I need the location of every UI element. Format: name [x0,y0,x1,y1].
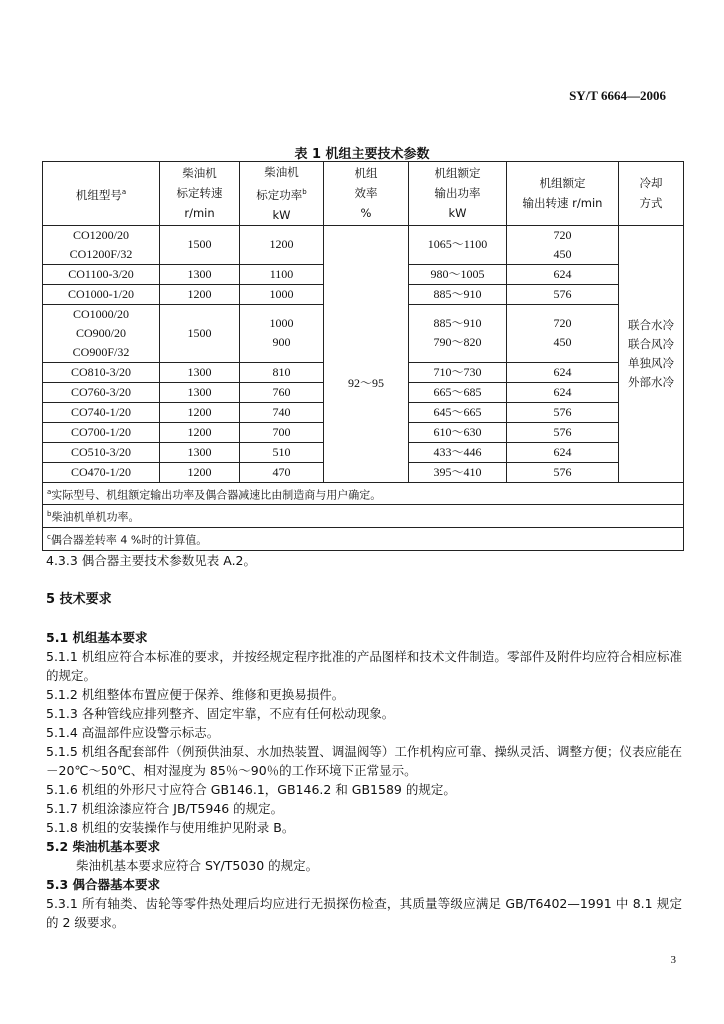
cell-model: CO1000/20 CO900/20 CO900F/32 [43,304,160,362]
paragraph-5-1-6: 5.1.6 机组的外形尺寸应符合 GB146.1，GB146.2 和 GB1589 的规定。 [46,782,456,797]
technical-parameters-table [42,161,684,551]
cell-power: 810 [240,362,324,382]
cell-model: CO510-3/20 [43,442,160,462]
section-5-1-heading: 5.1 机组基本要求 [46,630,148,645]
cell-model: CO760-3/20 [43,382,160,402]
table-note-c: $^c$偶合器差转率 4 %时的计算值。 [43,528,684,551]
cell-rated-power: 395～410 [409,462,507,482]
cell-output-speed: 624 [507,382,619,402]
header-model: 机组型号$^a$ [43,162,160,226]
cell-rated-power: 885～910 790～820 [409,304,507,362]
cell-output-speed: 720 450 [507,225,619,264]
cell-power: 1100 [240,264,324,284]
paragraph-4-3-3: 4.3.3 偶合器主要技术参数见表 A.2。 [46,553,257,568]
cell-rated-power: 885～910 [409,284,507,304]
note-row [43,528,684,551]
cell-speed: 1300 [160,382,240,402]
cell-output-speed: 576 [507,422,619,442]
paragraph-5-3-1: 5.3.1 所有轴类、齿轮等零件热处理后均应进行无损探伤检查，其质量等级应满足 GB/T6402—1991 中 8.1 规定的 2 级要求。 [46,896,682,930]
header-power: 柴油机 标定功率$^b$ kW [240,162,324,226]
cell-power: 700 [240,422,324,442]
paragraph-5-1-4: 5.1.4 高温部件应设警示标志。 [46,725,220,740]
cell-model: CO740-1/20 [43,402,160,422]
paragraph-5-1-3: 5.1.3 各种管线应排列整齐、固定牢靠，不应有任何松动现象。 [46,706,395,721]
cell-rated-power: 433～446 [409,442,507,462]
cell-power: 510 [240,442,324,462]
cell-power: 1200 [240,225,324,264]
header-rated-power: 机组额定 输出功率 kW [409,162,507,226]
cell-speed: 1200 [160,402,240,422]
table-note-a: $^a$实际型号、机组额定输出功率及偶合器减速比由制造商与用户确定。 [43,482,684,505]
cell-power: 760 [240,382,324,402]
header-speed: 柴油机 标定转速 r/min [160,162,240,226]
cell-output-speed: 720 450 [507,304,619,362]
table-title: 表 1 机组主要技术参数 [294,147,430,162]
cell-model: CO700-1/20 [43,422,160,442]
cell-output-speed: 576 [507,402,619,422]
cell-speed: 1500 [160,304,240,362]
section-5-3-heading: 5.3 偶合器基本要求 [46,877,160,892]
cell-model: CO1200/20 CO1200F/32 [43,225,160,264]
paragraph-5-1-2: 5.1.2 机组整体布置应便于保养、维修和更换易损件。 [46,687,345,702]
cell-efficiency: 92～95 [324,225,409,482]
cell-speed: 1300 [160,362,240,382]
cell-output-speed: 624 [507,264,619,284]
section-5-heading: 5 技术要求 [46,592,112,607]
cell-output-speed: 576 [507,284,619,304]
cell-rated-power: 1065～1100 [409,225,507,264]
cell-speed: 1500 [160,225,240,264]
paragraph-5-1-5: 5.1.5 机组各配套部件（例预供油泵、水加热装置、调温阀等）工作机构应可靠、操纵灵活、调整方便；仪表应能在－20℃～50℃、相对湿度为 85％～90％的工作环境下正常显示。 [46,744,682,778]
cell-speed: 1200 [160,284,240,304]
section-5-2-heading: 5.2 柴油机基本要求 [46,839,160,854]
note-row [43,505,684,528]
cell-speed: 1300 [160,442,240,462]
standard-code: SY/T 6664—2006 [569,88,666,103]
header-cooling: 冷却 方式 [619,162,684,226]
cell-rated-power: 645～665 [409,402,507,422]
cell-speed: 1200 [160,422,240,442]
cell-rated-power: 710～730 [409,362,507,382]
cell-cooling: 联合水冷 联合风冷 单独风冷 外部水冷 [619,225,684,482]
cell-model: CO1100-3/20 [43,264,160,284]
cell-speed: 1300 [160,264,240,284]
paragraph-5-1-7: 5.1.7 机组涂漆应符合 JB/T5946 的规定。 [46,801,284,816]
table-header-row [43,162,684,226]
cell-model: CO810-3/20 [43,362,160,382]
cell-speed: 1200 [160,462,240,482]
cell-power: 470 [240,462,324,482]
paragraph-5-1-1: 5.1.1 机组应符合本标准的要求，并按经规定程序批准的产品图样和技术文件制造。零部件及附件均应符合相应标准的规定。 [46,649,682,683]
paragraph-5-1-8: 5.1.8 机组的安装操作与使用维护见附录 B。 [46,820,295,835]
header-output-speed: 机组额定 输出转速 r/min [507,162,619,226]
page-number: 3 [670,954,676,966]
cell-rated-power: 980～1005 [409,264,507,284]
cell-output-speed: 576 [507,462,619,482]
cell-rated-power: 610～630 [409,422,507,442]
cell-rated-power: 665～685 [409,382,507,402]
cell-power: 1000 900 [240,304,324,362]
cell-power: 740 [240,402,324,422]
cell-output-speed: 624 [507,362,619,382]
cell-power: 1000 [240,284,324,304]
paragraph-5-2: 柴油机基本要求应符合 SY/T5030 的规定。 [76,858,319,873]
table-note-b: $^b$柴油机单机功率。 [43,505,684,528]
cell-model: CO1000-1/20 [43,284,160,304]
cell-output-speed: 624 [507,442,619,462]
note-row [43,482,684,505]
cell-model: CO470-1/20 [43,462,160,482]
header-efficiency: 机组 效率 % [324,162,409,226]
table-row [43,225,684,264]
